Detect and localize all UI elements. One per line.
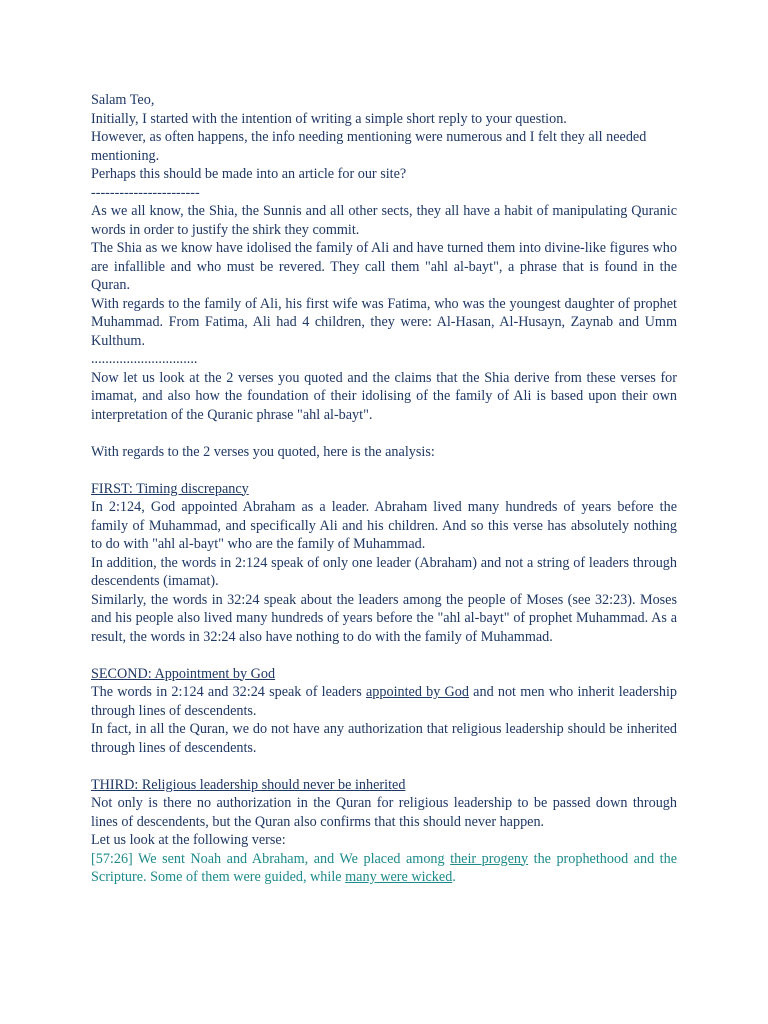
separator-dashes: ----------------------- [91, 184, 200, 201]
first-heading: FIRST: Timing discrepancy [91, 480, 249, 497]
verse-middle: the prophethood and the Scripture. Some of them were guided, while [91, 850, 677, 885]
second-p1-underlined: appointed by God [366, 684, 469, 700]
greeting: Salam Teo, [91, 92, 155, 108]
intro-line-3: Perhaps this should be made into an article for our site? [91, 166, 407, 182]
second-p1-after: and not men who inherit leadership through lines of descendents. [91, 684, 678, 719]
verse-underlined-progeny: their progeny [450, 850, 529, 867]
first-paragraph-1: In 2:124, God appointed Abraham as a leader. Abraham lived many hundreds of years before the family of Muhammad, and specifically Ali and his children. And so this verse has absolutely nothing to do with "ahl al-bayt" who are the family of Muhammad. [91, 499, 677, 552]
analysis-intro: With regards to the 2 verses you quoted, here is the analysis: [91, 443, 435, 460]
separator-dots: .............................. [91, 351, 198, 367]
blank-line [91, 461, 677, 480]
second-p1-before: The words in 2:124 and 32:24 speak of leaders [91, 684, 366, 700]
blank-line [91, 646, 677, 665]
first-paragraph-3: Similarly, the words in 32:24 speak about the leaders among the people of Moses (see 32:23). Moses and his people also lived many hundreds of years before the "ahl al-bayt" of prophet Muhammad. As a result, the words in 32:24 also have nothing to do with the family of Muhammad. [91, 591, 677, 645]
intro-line-1: Initially, I started with the intention of writing a simple short reply to your question. [91, 110, 567, 127]
background-paragraph-1: As we all know, the Shia, the Sunnis and all other sects, they all have a habit of manipulating Quranic words in order to justify the shirk they commit. [91, 203, 677, 238]
background-paragraph-3: With regards to the family of Ali, his first wife was Fatima, who was the youngest daughter of prophet Muhammad. From Fatima, Ali had 4 children, they were: Al-Hasan, Al-Husayn, Zaynab and Umm Kulthum. [91, 295, 677, 349]
verse-quote-57-26 [91, 850, 677, 887]
look-intro-paragraph: Now let us look at the 2 verses you quoted and the claims that the Shia derive from these verses for imamat, and also how the foundation of their idolising of the family of Ali is based upon their own interpretation of the Quranic phrase "ahl al-bayt". [91, 369, 677, 423]
third-paragraph-2: Let us look at the following verse: [91, 832, 286, 848]
verse-end: . [452, 869, 456, 885]
intro-line-2: However, as often happens, the info needing mentioning were numerous and I felt they all needed mentioning. [91, 129, 647, 164]
second-paragraph-1 [91, 683, 677, 720]
second-paragraph-2: In fact, in all the Quran, we do not have any authorization that religious leadership should be inherited through lines of descendents. [91, 721, 677, 756]
blank-line [91, 757, 677, 776]
verse-before: [57:26] We sent Noah and Abraham, and We placed among [91, 850, 451, 867]
third-heading: THIRD: Religious leadership should never be inherited [91, 776, 406, 793]
first-paragraph-2: In addition, the words in 2:124 speak of only one leader (Abraham) and not a string of leaders through descendents (imamat). [91, 554, 677, 589]
second-heading: SECOND: Appointment by God [91, 665, 276, 682]
third-paragraph-1: Not only is there no authorization in the Quran for religious leadership to be passed down through lines of descendents, but the Quran also confirms that this should never happen. [91, 795, 677, 830]
blank-line [91, 424, 677, 443]
background-paragraph-2: The Shia as we know have idolised the family of Ali and have turned them into divine-like figures who are infallible and who must be revered. They call them "ahl al-bayt", a phrase that is found in the Quran. [91, 240, 677, 293]
verse-underlined-wicked: many were wicked [345, 869, 453, 885]
letter-body [91, 91, 677, 887]
